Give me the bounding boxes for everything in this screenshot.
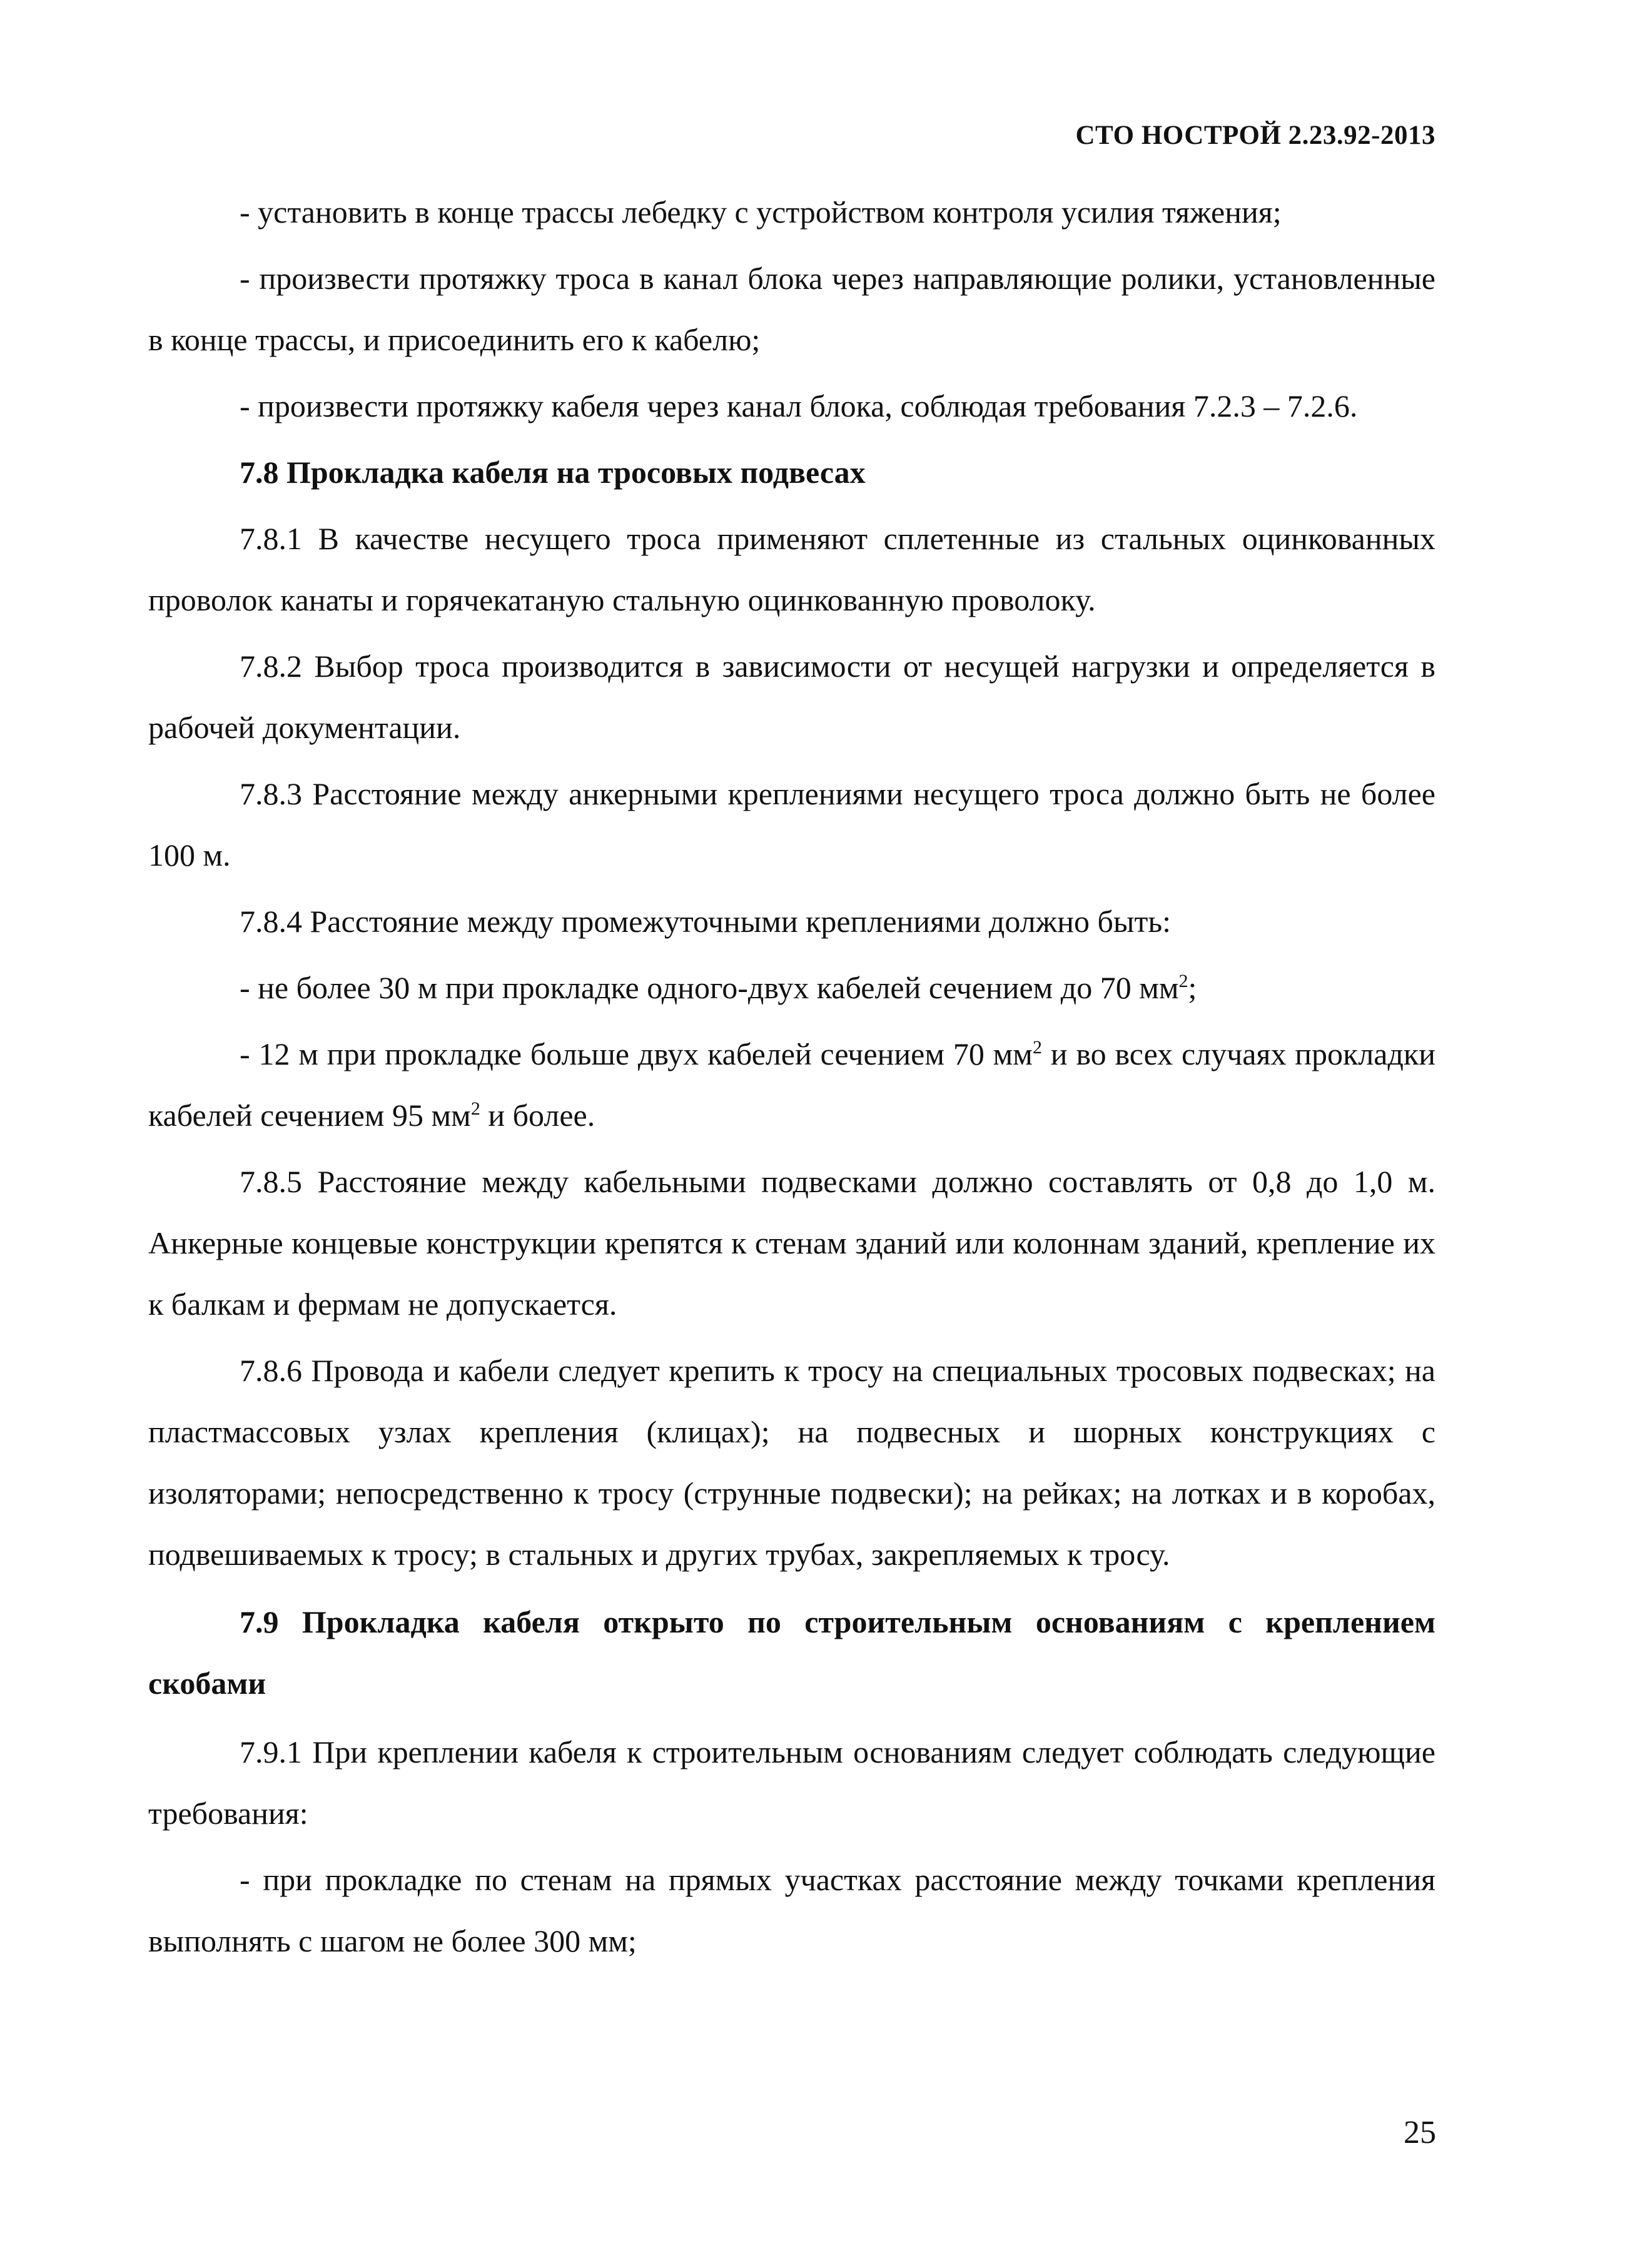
document-code-header: СТО НОСТРОЙ 2.23.92-2013 bbox=[1075, 121, 1435, 150]
list-item-pull-rope: - произвести протяжку троса в канал блока через направляющие ролики, установленные в конце трассы, и присоединить его к кабелю; bbox=[148, 261, 1435, 357]
section-heading-7-8: 7.8 Прокладка кабеля на тросовых подвесах bbox=[240, 455, 866, 490]
clause-7-8-6: 7.8.6 Провода и кабели следует крепить к тросу на специальных тросовых подвесках; на пластмассовых узлах крепления (клицах); на подвесных и шорных конструкциях с изоляторами; непосредственно к тросу (струнные подвески); на рейках; на лотках и в коробах, подвешиваемых к тросу; в стальных и других трубах, закрепляемых к тросу. bbox=[148, 1353, 1435, 1572]
list-item-12m-text-1: - 12 м при прокладке больше двух кабелей сечением 70 мм bbox=[240, 1036, 1033, 1071]
clause-7-8-4: 7.8.4 Расстояние между промежуточными креплениями должно быть: bbox=[240, 904, 1172, 939]
list-item-pull-cable: - произвести протяжку кабеля через канал блока, соблюдая требования 7.2.3 – 7.2.6. bbox=[240, 388, 1358, 423]
page-body bbox=[148, 181, 1435, 1972]
list-item-12m-end: и более. bbox=[480, 1098, 595, 1133]
clause-7-9-1: 7.9.1 При креплении кабеля к строительным основаниям следует соблюдать следующие требования: bbox=[148, 1734, 1435, 1831]
list-item-install-winch: - установить в конце трассы лебедку с устройством контроля усилия тяжения; bbox=[240, 195, 1282, 230]
list-item-12m-spacing bbox=[148, 1023, 1435, 1146]
superscript-2: 2 bbox=[1032, 1037, 1042, 1058]
list-item-30m-text: - не более 30 м при прокладке одного-двух кабелей сечением до 70 мм bbox=[240, 970, 1179, 1005]
list-item-wall-fastening: - при прокладке по стенам на прямых участках расстояние между точками крепления выполнять с шагом не более 300 мм; bbox=[148, 1862, 1435, 1958]
list-item-30m-end: ; bbox=[1188, 970, 1197, 1005]
superscript-2: 2 bbox=[470, 1098, 480, 1119]
clause-7-8-5: 7.8.5 Расстояние между кабельными подвесками должно составлять от 0,8 до 1,0 м. Анкерные концевые конструкции крепятся к стенам зданий или колоннам зданий, крепление их к балкам и фермам не допускается. bbox=[148, 1164, 1435, 1322]
list-item-30m-spacing bbox=[148, 957, 1435, 1018]
section-heading-7-9: 7.9 Прокладка кабеля открыто по строительным основаниям с креплением скобами bbox=[148, 1604, 1435, 1701]
clause-7-8-1: 7.8.1 В качестве несущего троса применяют сплетенные из стальных оцинкованных проволок канаты и горячекатаную стальную оцинкованную проволоку. bbox=[148, 521, 1435, 617]
clause-7-8-3: 7.8.3 Расстояние между анкерными креплениями несущего троса должно быть не более 100 м. bbox=[148, 776, 1435, 873]
clause-7-8-2: 7.8.2 Выбор троса производится в зависимости от несущей нагрузки и определяется в рабочей документации. bbox=[148, 649, 1435, 745]
page-number: 25 bbox=[1404, 2115, 1436, 2150]
list-item-12m-text-2: и во всех случаях прокладки кабелей сечением 95 мм bbox=[148, 1036, 1435, 1133]
superscript-2: 2 bbox=[1178, 971, 1188, 991]
